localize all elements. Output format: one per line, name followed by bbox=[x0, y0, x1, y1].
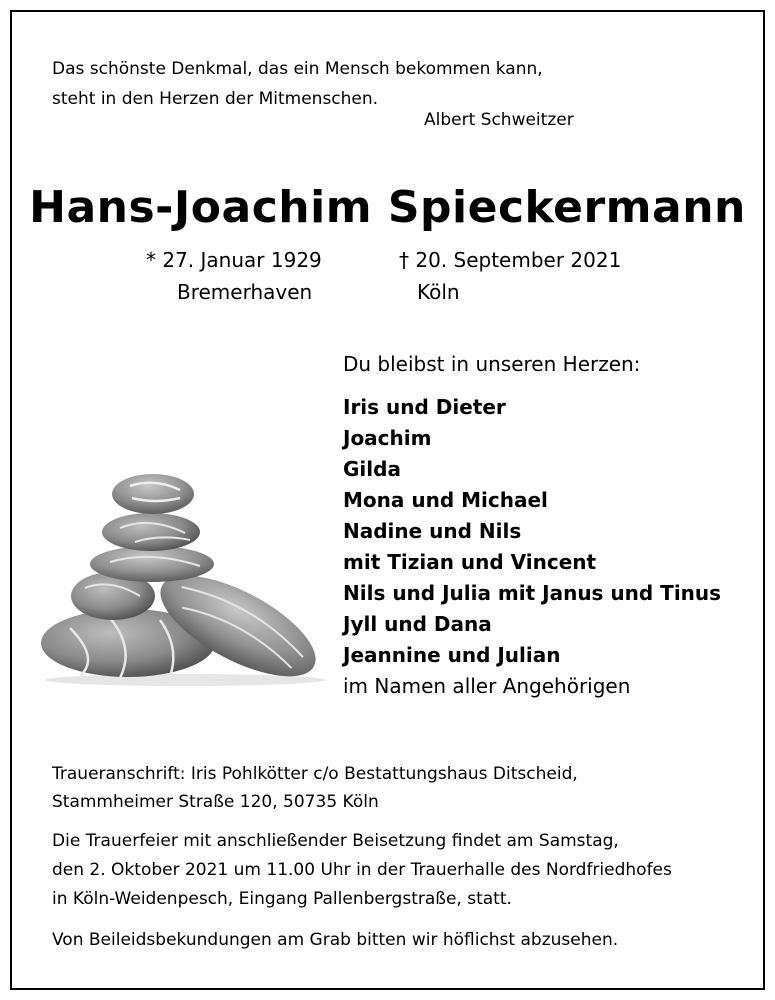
mourning-address bbox=[52, 760, 578, 816]
address-line-2: Stammheimer Straße 120, 50735 Köln bbox=[52, 792, 379, 812]
mourner-name: Nadine und Nils bbox=[343, 519, 522, 543]
ceremony-line-2: den 2. Oktober 2021 um 11.00 Uhr in der Trauerhalle des Nordfriedhofes bbox=[52, 860, 672, 880]
death-place: Köln bbox=[417, 280, 460, 304]
mourners-closing: im Namen aller Angehörigen bbox=[343, 674, 631, 698]
address-line-1: Traueranschrift: Iris Pohlkötter c/o Bestattungshaus Ditscheid, bbox=[52, 764, 578, 784]
mourner-name: Iris und Dieter bbox=[343, 395, 506, 419]
quote bbox=[52, 54, 543, 114]
condolence-note: Von Beileidsbekundungen am Grab bitten wir höflichst abzusehen. bbox=[52, 930, 619, 950]
mourners-intro: Du bleibst in unseren Herzen: bbox=[343, 352, 641, 376]
ceremony-line-1: Die Trauerfeier mit anschließender Beisetzung findet am Samstag, bbox=[52, 831, 619, 851]
quote-line-1: Das schönste Denkmal, das ein Mensch bekommen kann, bbox=[52, 59, 543, 79]
mourner-name: Nils und Julia mit Janus und Tinus bbox=[343, 581, 722, 605]
birth-date: * 27. Januar 1929 bbox=[146, 248, 322, 272]
deceased-name: Hans-Joachim Spieckermann bbox=[29, 182, 746, 233]
birth-place: Bremerhaven bbox=[177, 280, 313, 304]
mourner-name: Jeannine und Julian bbox=[343, 643, 561, 667]
mourner-name: Jyll und Dana bbox=[343, 612, 492, 636]
quote-author: Albert Schweitzer bbox=[424, 110, 574, 130]
mourner-name: Joachim bbox=[343, 426, 432, 450]
mourner-name: mit Tizian und Vincent bbox=[343, 550, 597, 574]
mourner-name: Gilda bbox=[343, 457, 401, 481]
ceremony-line-3: in Köln-Weidenpesch, Eingang Pallenbergstraße, statt. bbox=[52, 889, 512, 909]
mourner-name: Mona und Michael bbox=[343, 488, 548, 512]
mourners-list bbox=[343, 392, 721, 702]
funeral-ceremony-info bbox=[52, 827, 672, 914]
quote-line-2: steht in den Herzen der Mitmenschen. bbox=[52, 89, 379, 109]
stacked-stones-image bbox=[40, 458, 330, 688]
obituary-notice bbox=[10, 10, 765, 990]
death-date: † 20. September 2021 bbox=[399, 248, 622, 272]
